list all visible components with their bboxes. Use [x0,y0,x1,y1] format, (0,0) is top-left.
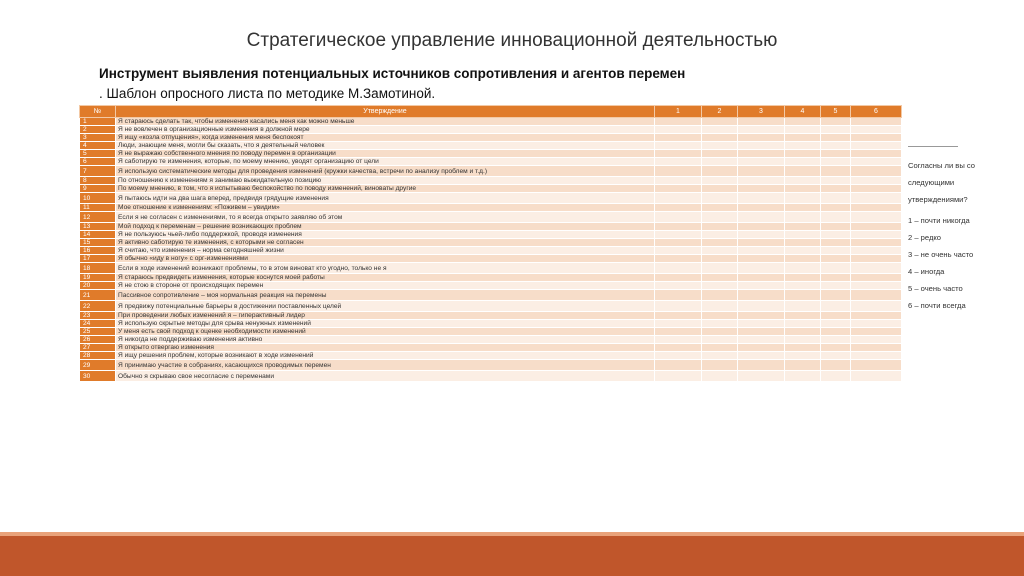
answer-cell-2[interactable] [702,223,738,231]
answer-cell-2[interactable] [702,352,738,360]
row-number: 6 [80,158,116,166]
row-statement: Я не выражаю собственного мнения по поводу перемен в организации [116,150,655,158]
answer-cell-4[interactable] [785,134,821,142]
answer-cell-2[interactable] [702,312,738,320]
row-number: 1 [80,118,116,126]
answer-cell-3[interactable] [738,166,785,177]
answer-cell-1[interactable] [655,290,702,301]
answer-cell-2[interactable] [702,336,738,344]
table-row [80,263,902,274]
table-row [80,150,902,158]
answer-cell-5[interactable] [821,185,851,193]
answer-cell-4[interactable] [785,177,821,185]
row-statement: Я стараюсь предвидеть изменения, которые коснутся моей работы [116,274,655,282]
row-number: 11 [80,204,116,212]
answer-cell-5[interactable] [821,255,851,263]
table-row [80,212,902,223]
row-statement: Я открыто отвергаю изменения [116,344,655,352]
answer-cell-1[interactable] [655,118,702,126]
answer-cell-3[interactable] [738,177,785,185]
answer-cell-1[interactable] [655,239,702,247]
answer-cell-6[interactable] [851,185,902,193]
row-number: 26 [80,336,116,344]
answer-cell-3[interactable] [738,231,785,239]
section-subheading: . Шаблон опросного листа по методике М.Замотиной. [99,86,436,101]
answer-cell-6[interactable] [851,290,902,301]
answer-cell-3[interactable] [738,312,785,320]
answer-cell-5[interactable] [821,134,851,142]
answer-cell-3[interactable] [738,274,785,282]
row-statement: Я предвижу потенциальные барьеры в достижении поставленных целей [116,301,655,312]
answer-cell-2[interactable] [702,282,738,290]
answer-cell-1[interactable] [655,328,702,336]
row-statement: У меня есть свой подход к оценке необходимости изменений [116,328,655,336]
answer-cell-2[interactable] [702,177,738,185]
row-number: 22 [80,301,116,312]
answer-cell-4[interactable] [785,166,821,177]
answer-cell-3[interactable] [738,371,785,382]
answer-cell-4[interactable] [785,158,821,166]
answer-cell-6[interactable] [851,247,902,255]
answer-cell-2[interactable] [702,204,738,212]
answer-cell-3[interactable] [738,118,785,126]
answer-cell-6[interactable] [851,344,902,352]
row-number: 5 [80,150,116,158]
answer-cell-4[interactable] [785,336,821,344]
answer-cell-3[interactable] [738,134,785,142]
answer-cell-1[interactable] [655,231,702,239]
answer-cell-3[interactable] [738,320,785,328]
table-row [80,360,902,371]
answer-cell-1[interactable] [655,212,702,223]
answer-cell-2[interactable] [702,185,738,193]
answer-cell-2[interactable] [702,134,738,142]
answer-cell-2[interactable] [702,212,738,223]
answer-cell-6[interactable] [851,312,902,320]
answer-cell-1[interactable] [655,360,702,371]
answer-cell-6[interactable] [851,371,902,382]
table-row [80,223,902,231]
row-statement: Я не стою в стороне от происходящих перемен [116,282,655,290]
table-row [80,158,902,166]
answer-cell-4[interactable] [785,231,821,239]
answer-cell-4[interactable] [785,263,821,274]
row-statement: Я принимаю участие в собраниях, касающихся проводимых перемен [116,360,655,371]
answer-cell-1[interactable] [655,158,702,166]
row-number: 27 [80,344,116,352]
table-row [80,177,902,185]
answer-cell-5[interactable] [821,204,851,212]
answer-cell-5[interactable] [821,320,851,328]
row-statement: Я использую систематические методы для проведения изменений (кружки качества, встречи по анализу проблем и т.д.) [116,166,655,177]
answer-legend [908,146,1018,310]
answer-cell-3[interactable] [738,212,785,223]
answer-cell-2[interactable] [702,255,738,263]
answer-cell-4[interactable] [785,352,821,360]
answer-cell-4[interactable] [785,239,821,247]
row-number: 14 [80,231,116,239]
row-number: 21 [80,290,116,301]
table-row [80,282,902,290]
answer-cell-1[interactable] [655,247,702,255]
row-number: 2 [80,126,116,134]
answer-cell-6[interactable] [851,336,902,344]
answer-cell-1[interactable] [655,312,702,320]
row-statement: Если в ходе изменений возникают проблемы, то в этом виноват кто угодно, только не я [116,263,655,274]
row-number: 30 [80,371,116,382]
answer-cell-1[interactable] [655,150,702,158]
answer-cell-1[interactable] [655,263,702,274]
table-row [80,344,902,352]
table-row [80,328,902,336]
answer-cell-5[interactable] [821,118,851,126]
answer-cell-4[interactable] [785,126,821,134]
legend-item: 4 – иногда [908,267,945,276]
answer-cell-5[interactable] [821,126,851,134]
answer-cell-6[interactable] [851,193,902,204]
answer-cell-6[interactable] [851,328,902,336]
answer-cell-1[interactable] [655,344,702,352]
header-score-2: 2 [702,106,738,118]
row-number: 19 [80,274,116,282]
answer-cell-6[interactable] [851,274,902,282]
row-number: 12 [80,212,116,223]
answer-cell-3[interactable] [738,328,785,336]
row-statement: Я никогда не поддерживаю изменения активно [116,336,655,344]
answer-cell-4[interactable] [785,150,821,158]
footer-accent-band [0,532,1024,536]
section-heading: Инструмент выявления потенциальных источников сопротивления и агентов перемен [99,66,686,81]
row-statement: Я активно саботирую те изменения, с которыми не согласен [116,239,655,247]
answer-cell-5[interactable] [821,328,851,336]
answer-cell-4[interactable] [785,247,821,255]
answer-cell-1[interactable] [655,204,702,212]
answer-cell-4[interactable] [785,360,821,371]
row-statement: Я ищу решения проблем, которые возникают в ходе изменений [116,352,655,360]
table-row [80,301,902,312]
table-body [80,118,902,382]
answer-cell-2[interactable] [702,290,738,301]
answer-cell-1[interactable] [655,301,702,312]
row-number: 9 [80,185,116,193]
table-row [80,352,902,360]
table-row [80,185,902,193]
answer-cell-3[interactable] [738,247,785,255]
answer-cell-2[interactable] [702,320,738,328]
row-number: 8 [80,177,116,185]
answer-cell-5[interactable] [821,212,851,223]
answer-cell-5[interactable] [821,193,851,204]
answer-cell-5[interactable] [821,371,851,382]
answer-cell-3[interactable] [738,204,785,212]
answer-cell-4[interactable] [785,320,821,328]
answer-cell-1[interactable] [655,185,702,193]
row-statement: Я использую скрытые методы для срыва ненужных изменений [116,320,655,328]
answer-cell-5[interactable] [821,247,851,255]
answer-cell-4[interactable] [785,312,821,320]
answer-cell-6[interactable] [851,166,902,177]
row-number: 18 [80,263,116,274]
answer-cell-6[interactable] [851,126,902,134]
answer-cell-4[interactable] [785,301,821,312]
answer-cell-6[interactable] [851,158,902,166]
table-row [80,118,902,126]
legend-divider [908,146,958,147]
answer-cell-6[interactable] [851,360,902,371]
answer-cell-1[interactable] [655,352,702,360]
row-number: 17 [80,255,116,263]
answer-cell-1[interactable] [655,193,702,204]
legend-item: 1 – почти никогда [908,216,970,225]
answer-cell-3[interactable] [738,185,785,193]
answer-cell-2[interactable] [702,150,738,158]
answer-cell-4[interactable] [785,371,821,382]
answer-cell-6[interactable] [851,320,902,328]
answer-cell-1[interactable] [655,166,702,177]
page-title: Стратегическое управление инновационной деятельностью [246,30,778,51]
row-number: 3 [80,134,116,142]
row-number: 10 [80,193,116,204]
legend-item: 6 – почти всегда [908,301,966,310]
answer-cell-6[interactable] [851,204,902,212]
answer-cell-3[interactable] [738,239,785,247]
answer-cell-3[interactable] [738,360,785,371]
answer-cell-4[interactable] [785,193,821,204]
answer-cell-4[interactable] [785,212,821,223]
answer-cell-4[interactable] [785,223,821,231]
answer-cell-2[interactable] [702,371,738,382]
answer-cell-3[interactable] [738,142,785,150]
answer-cell-6[interactable] [851,301,902,312]
row-statement: При проведении любых изменений я – гиперактивный лидер [116,312,655,320]
answer-cell-4[interactable] [785,118,821,126]
row-number: 28 [80,352,116,360]
row-statement: Я не пользуюсь чьей-либо поддержкой, проводя изменения [116,231,655,239]
answer-cell-1[interactable] [655,223,702,231]
answer-cell-4[interactable] [785,274,821,282]
answer-cell-6[interactable] [851,142,902,150]
answer-cell-3[interactable] [738,282,785,290]
row-number: 25 [80,328,116,336]
answer-cell-1[interactable] [655,274,702,282]
answer-cell-1[interactable] [655,142,702,150]
answer-cell-5[interactable] [821,166,851,177]
answer-cell-6[interactable] [851,177,902,185]
row-number: 4 [80,142,116,150]
answer-cell-5[interactable] [821,312,851,320]
answer-cell-3[interactable] [738,290,785,301]
answer-cell-5[interactable] [821,336,851,344]
answer-cell-3[interactable] [738,263,785,274]
answer-cell-3[interactable] [738,223,785,231]
table-row [80,290,902,301]
answer-cell-2[interactable] [702,142,738,150]
answer-cell-2[interactable] [702,158,738,166]
answer-cell-3[interactable] [738,301,785,312]
answer-cell-6[interactable] [851,118,902,126]
table-row [80,126,902,134]
answer-cell-5[interactable] [821,344,851,352]
row-number: 15 [80,239,116,247]
answer-cell-4[interactable] [785,282,821,290]
answer-cell-5[interactable] [821,290,851,301]
row-statement: Мой подход к переменам – решение возникающих проблем [116,223,655,231]
table-row [80,166,902,177]
table-row [80,142,902,150]
row-statement: По моему мнению, в том, что я испытываю беспокойство по поводу изменений, виноваты другие [116,185,655,193]
answer-cell-5[interactable] [821,142,851,150]
answer-cell-5[interactable] [821,223,851,231]
header-statement: Утверждение [116,106,655,118]
questionnaire-table [79,105,902,382]
legend-question-line: Согласны ли вы со [908,161,976,170]
answer-cell-6[interactable] [851,231,902,239]
answer-cell-3[interactable] [738,150,785,158]
row-statement: Я не вовлечен в организационные изменения в должной мере [116,126,655,134]
answer-cell-5[interactable] [821,352,851,360]
answer-cell-2[interactable] [702,344,738,352]
answer-cell-5[interactable] [821,177,851,185]
row-statement: Я считаю, что изменения – норма сегодняшней жизни [116,247,655,255]
row-statement: Люди, знающие меня, могли бы сказать, что я деятельный человек [116,142,655,150]
answer-cell-5[interactable] [821,282,851,290]
answer-cell-6[interactable] [851,134,902,142]
answer-cell-3[interactable] [738,158,785,166]
row-number: 20 [80,282,116,290]
answer-cell-6[interactable] [851,150,902,158]
row-statement: Обычно я скрываю свое несогласие с переменами [116,371,655,382]
answer-cell-6[interactable] [851,255,902,263]
answer-cell-6[interactable] [851,239,902,247]
answer-cell-1[interactable] [655,134,702,142]
answer-cell-2[interactable] [702,126,738,134]
answer-cell-5[interactable] [821,239,851,247]
table-row [80,274,902,282]
answer-cell-2[interactable] [702,328,738,336]
table-row [80,193,902,204]
row-number: 7 [80,166,116,177]
answer-cell-5[interactable] [821,231,851,239]
answer-cell-6[interactable] [851,212,902,223]
answer-cell-2[interactable] [702,193,738,204]
row-statement: Я обычно «иду в ногу» с орг-изменениями [116,255,655,263]
answer-cell-6[interactable] [851,282,902,290]
answer-cell-1[interactable] [655,255,702,263]
table-header-row [80,106,902,118]
answer-cell-2[interactable] [702,231,738,239]
answer-cell-3[interactable] [738,344,785,352]
row-number: 16 [80,247,116,255]
legend-item: 2 – редко [908,233,942,242]
answer-cell-6[interactable] [851,223,902,231]
header-score-4: 4 [785,106,821,118]
answer-cell-1[interactable] [655,282,702,290]
table-row [80,320,902,328]
table-row [80,239,902,247]
answer-cell-2[interactable] [702,263,738,274]
answer-cell-5[interactable] [821,274,851,282]
answer-cell-4[interactable] [785,204,821,212]
answer-cell-3[interactable] [738,255,785,263]
answer-cell-5[interactable] [821,158,851,166]
answer-cell-5[interactable] [821,150,851,158]
row-statement: Я пытаюсь идти на два шага вперед, предвидя грядущие изменения [116,193,655,204]
row-number: 13 [80,223,116,231]
legend-question-line: утверждениями? [908,195,968,204]
answer-cell-4[interactable] [785,344,821,352]
answer-cell-6[interactable] [851,263,902,274]
answer-cell-3[interactable] [738,126,785,134]
answer-cell-5[interactable] [821,301,851,312]
table-row [80,312,902,320]
table-row [80,247,902,255]
table-row [80,134,902,142]
answer-cell-1[interactable] [655,177,702,185]
answer-cell-5[interactable] [821,360,851,371]
row-number: 29 [80,360,116,371]
table-row [80,336,902,344]
header-number: № [80,106,116,118]
row-statement: Я стараюсь сделать так, чтобы изменения касались меня как можно меньше [116,118,655,126]
table-row [80,255,902,263]
answer-cell-4[interactable] [785,142,821,150]
answer-cell-2[interactable] [702,118,738,126]
answer-cell-3[interactable] [738,352,785,360]
legend-question-line: следующими [908,178,955,187]
answer-cell-4[interactable] [785,290,821,301]
answer-cell-2[interactable] [702,239,738,247]
row-statement: По отношению к изменениям я занимаю выжидательную позицию [116,177,655,185]
table-row [80,371,902,382]
answer-cell-3[interactable] [738,193,785,204]
answer-cell-2[interactable] [702,247,738,255]
table-row [80,231,902,239]
row-statement: Я ищу «козла отпущения», когда изменения меня беспокоят [116,134,655,142]
row-statement: Если я не согласен с изменениями, то я всегда открыто заявляю об этом [116,212,655,223]
footer-bar [0,532,1024,576]
row-number: 23 [80,312,116,320]
answer-cell-5[interactable] [821,263,851,274]
row-statement: Я саботирую те изменения, которые, по моему мнению, уводят организацию от цели [116,158,655,166]
table-row [80,204,902,212]
row-statement: Пассивное сопротивление – моя нормальная реакция на перемены [116,290,655,301]
answer-cell-1[interactable] [655,320,702,328]
answer-cell-1[interactable] [655,371,702,382]
row-number: 24 [80,320,116,328]
answer-cell-4[interactable] [785,328,821,336]
header-score-6: 6 [851,106,902,118]
header-score-5: 5 [821,106,851,118]
row-statement: Мое отношение к изменениям: «Поживем – увидим» [116,204,655,212]
answer-cell-6[interactable] [851,352,902,360]
answer-cell-4[interactable] [785,255,821,263]
answer-cell-4[interactable] [785,185,821,193]
answer-cell-3[interactable] [738,336,785,344]
answer-cell-2[interactable] [702,360,738,371]
header-score-1: 1 [655,106,702,118]
answer-cell-2[interactable] [702,166,738,177]
header-score-3: 3 [738,106,785,118]
legend-item: 3 – не очень часто [908,250,974,259]
answer-cell-2[interactable] [702,301,738,312]
answer-cell-1[interactable] [655,126,702,134]
answer-cell-1[interactable] [655,336,702,344]
legend-item: 5 – очень часто [908,284,963,293]
answer-cell-2[interactable] [702,274,738,282]
